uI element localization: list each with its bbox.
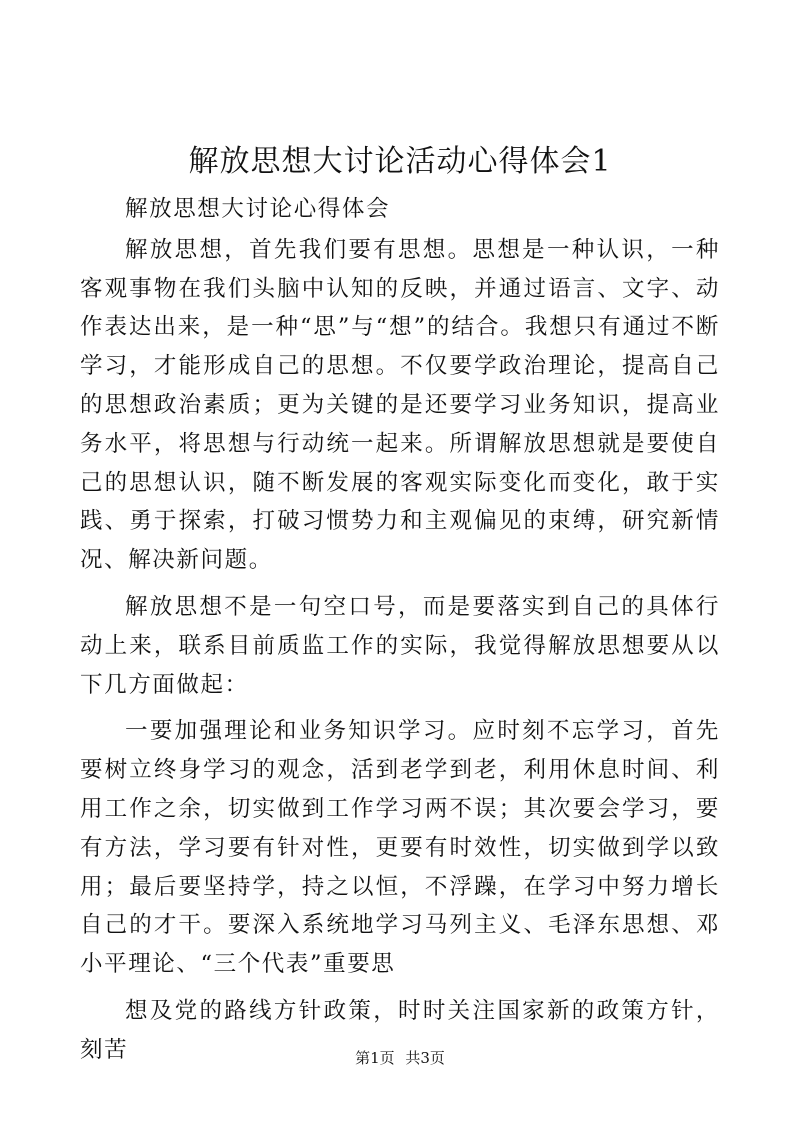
paragraph: 解放思想，首先我们要有思想。思想是一种认识，一种客观事物在我们头脑中认知的反映，并通过语言、文字、动作表达出来，是一种“思”与“想”的结合。我想只有通过不断学习，才能形成自己的思想。不仅要学政治理论，提高自己的思想政治素质；更为关键的是还要学习业务知识，提高业务水平，将思想与行动统一起来。所谓解放思想就是要使自己的思想认识，随不断发展的客观实际变化而变化，敢于实践、勇于探索，打破习惯势力和主观偏见的束缚，研究新情况、解决新问题。 xyxy=(80,236,720,574)
paragraph: 想及党的路线方针政策，时时关注国家新的政策方针，刻苦 xyxy=(80,997,720,1063)
page-footer xyxy=(0,1048,800,1068)
paragraph: 一要加强理论和业务知识学习。应时刻不忘学习，首先要树立终身学习的观念，活到老学到老，利用休息时间、利用工作之余，切实做到工作学习两不误；其次要会学习，要有方法，学习要有针对性，更要有时效性，切实做到学以致用；最后要坚持学，持之以恒，不浮躁，在学习中努力增长自己的才干。要深入系统地学习马列主义、毛泽东思想、邓小平理论、“三个代表”重要思 xyxy=(80,718,720,978)
paragraph-subtitle: 解放思想大讨论心得体会 xyxy=(125,196,391,222)
page-total: 共3页 xyxy=(405,1049,445,1067)
document-body xyxy=(80,190,720,1070)
document-title: 解放思想大讨论活动心得体会1 xyxy=(188,144,612,179)
page-number: 第1页 xyxy=(355,1049,395,1067)
paragraph: 解放思想不是一句空口号，而是要落实到自己的具体行动上来，联系目前质监工作的实际，我觉得解放思想要从以下几方面做起： xyxy=(80,593,720,698)
